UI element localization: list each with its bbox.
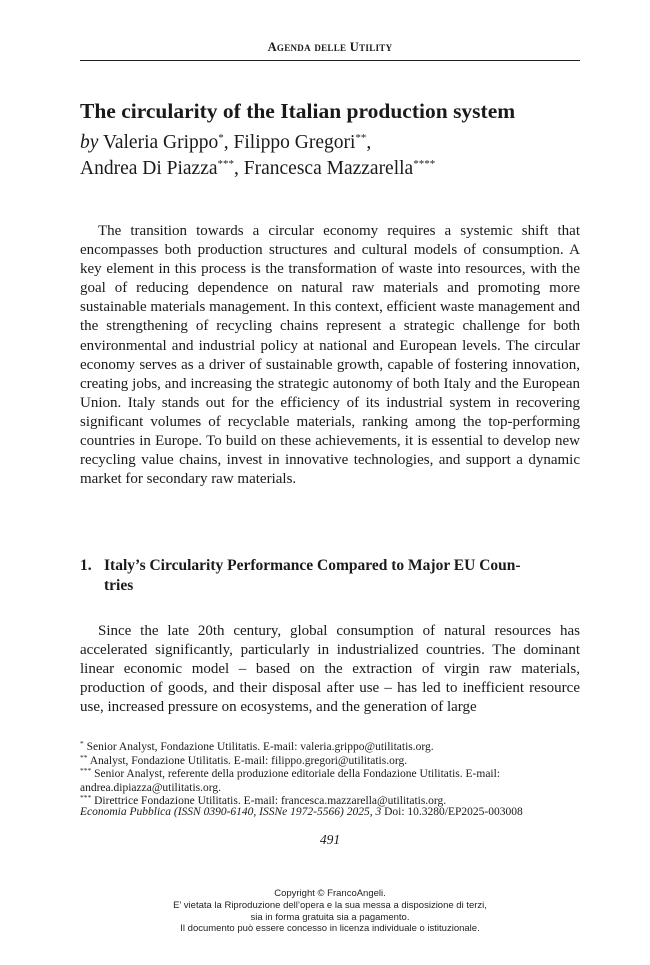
author-name: Valeria Grippo [102, 132, 219, 153]
footnote-mark: *** [80, 766, 92, 776]
section-title-line-1: Italy’s Circularity Performance Compared to Major EU Coun- [104, 557, 521, 574]
running-header: Agenda delle Utility [267, 40, 393, 54]
author-separator: , [366, 132, 372, 153]
footnotes [80, 741, 580, 809]
copyright-line: Copyright © FrancoAngeli. [274, 888, 386, 899]
footnote [80, 741, 580, 755]
header-rule [80, 60, 580, 61]
author-mark: *** [217, 158, 235, 170]
section-body-paragraph: Since the late 20th century, global consumption of natural resources has accelerated significantly, particularly in industrialized countries. The dominant linear economic model – based on the extraction of virgin raw materials, production of goods, and their disposal after use – has led to inefficient resource use, increased pressure on ecosystems, and the generation of large [80, 623, 580, 716]
footnote-mark: *** [80, 793, 92, 803]
journal-citation: Economia Pubblica (ISSN 0390-6140, ISSNe 1972-5566) 2025, 3 [80, 806, 382, 818]
footnote-text: Senior Analyst, referente della produzione editoriale della Fondazione Utilitatis. E-mail: andrea.dipiazza@utilitatis.org. [80, 768, 501, 794]
by-label: by [80, 132, 99, 153]
footnote-text: Direttrice Fondazione Utilitatis. E-mail: francesca.mazzarella@utilitatis.org. [94, 795, 447, 808]
citation-line [80, 806, 580, 818]
author-line-1 [80, 130, 580, 156]
author-name: Filippo Gregori [233, 132, 356, 153]
footnote-text: Senior Analyst, Fondazione Utilitatis. E-mail: valeria.grippo@utilitatis.org. [86, 741, 434, 753]
author-name: Andrea Di Piazza [80, 158, 218, 179]
author-line-2 [80, 156, 580, 182]
author-name: Francesca Mazzarella [243, 158, 414, 179]
footnote [80, 768, 580, 795]
section-heading [80, 556, 580, 596]
section-number: 1. [80, 557, 92, 574]
abstract-paragraph: The transition towards a circular economy requires a systemic shift that encompasses both production structures and cultural models of consumption. A key element in this process is the transformation of waste into resources, with the goal of reducing dependence on natural raw materials and promoting more sustainable materials management. In this context, efficient waste management and the strengthening of recycling chains represent a strategic challenge for both environmental and industrial policy at national and European levels. The circular economy serves as a driver of sustainable growth, capable of fostering innovation, creating jobs, and increasing the strategic autonomy of both Italy and the European Union. Italy stands out for the efficiency of its industrial system in recovering significant volumes of recyclable materials, ranking among the top-performing countries in Europe. To build on these achievements, it is essential to develop new recycling value chains, invest in innovative technologies, and support a dynamic market for secondary raw materials. [80, 223, 580, 488]
footnote-text: Analyst, Fondazione Utilitatis. E-mail: filippo.gregori@utilitatis.org. [89, 754, 408, 767]
author-mark: ** [355, 132, 367, 144]
footnote-mark: * [80, 739, 84, 748]
section-title-line-2: tries [104, 577, 134, 594]
footnote [80, 752, 580, 769]
copyright-line: sia in forma gratuita sia a pagamento. [250, 911, 410, 923]
author-separator: , [234, 158, 244, 179]
copyright-line: E’ vietata la Riproduzione dell’opera e la sua messa a disposizione di terzi, [173, 899, 487, 911]
author-mark: * [218, 132, 224, 144]
copyright-line: Il documento può essere concesso in licenza individuale o istituzionale. [180, 923, 480, 935]
author-list [80, 130, 580, 182]
copyright-notice [80, 888, 580, 935]
page-number: 491 [319, 832, 341, 847]
author-mark: **** [413, 158, 436, 170]
footnote-mark: ** [80, 752, 88, 762]
doi: Doi: 10.3280/EP2025-003008 [384, 806, 523, 818]
author-separator: , [223, 132, 234, 153]
article-title: The circularity of the Italian production system [80, 99, 516, 123]
